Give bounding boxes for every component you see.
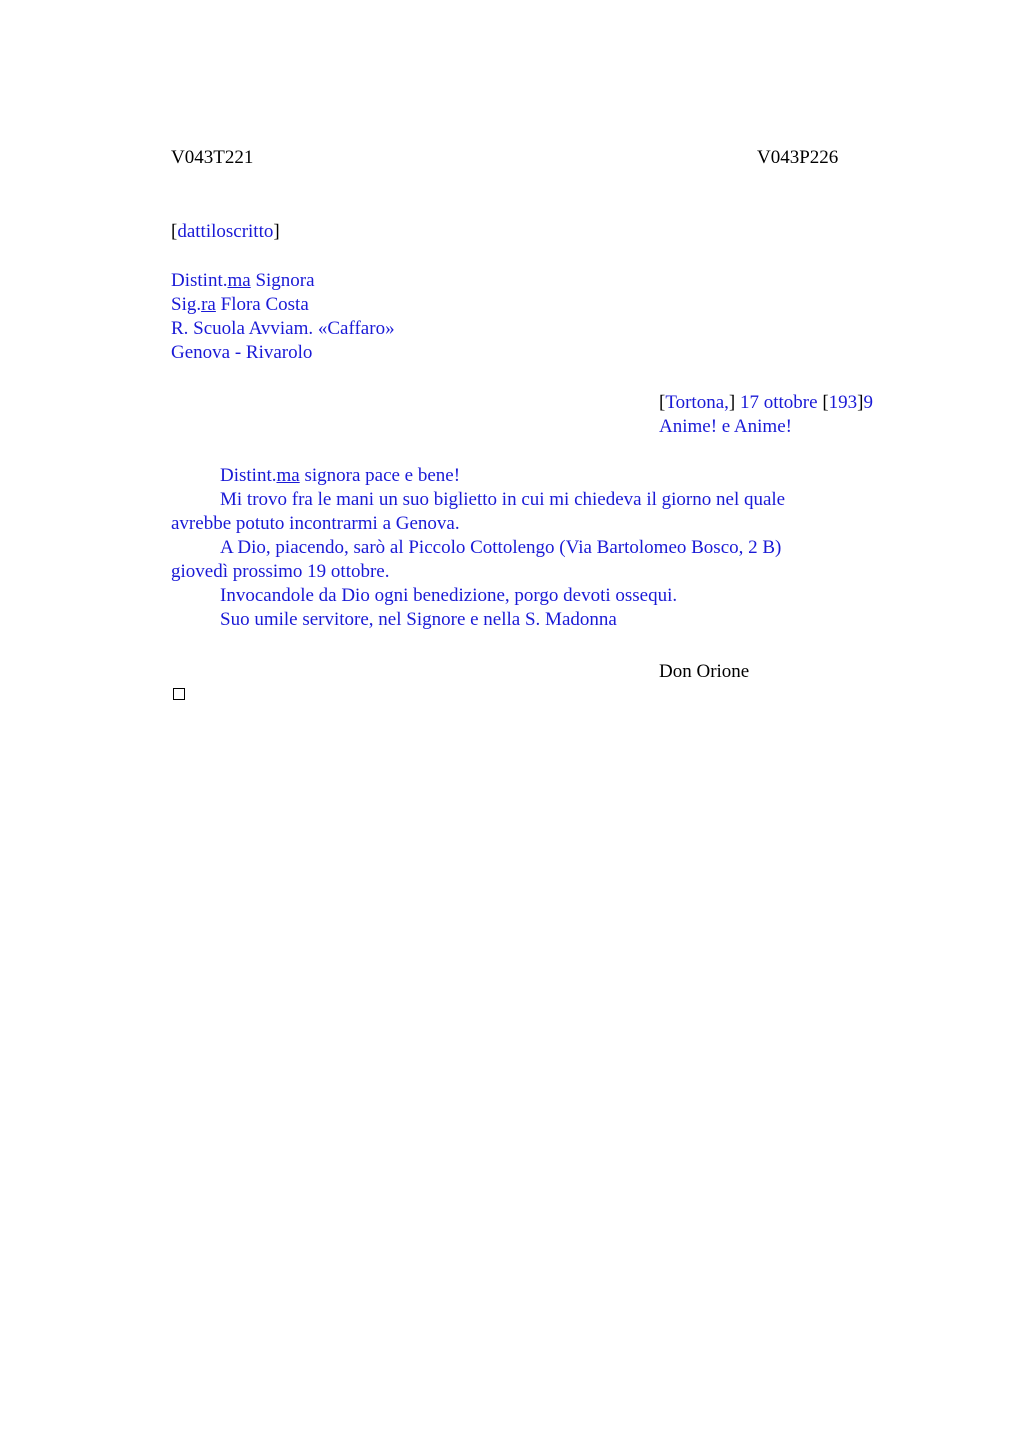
bracket-open: [	[171, 221, 178, 242]
date-line: [Tortona,] 17 ottobre [193]9	[659, 392, 873, 413]
bracket-close: ]	[273, 221, 280, 242]
body-line: Mi trovo fra le mani un suo biglietto in cui mi chiedeva il giorno nel quale	[220, 489, 786, 510]
document-code-right: V043P226	[757, 147, 839, 168]
dateline	[659, 391, 873, 439]
body-line: Invocandole da Dio ogni benedizione, porgo devoti ossequi.	[220, 585, 678, 606]
document-code-left: V043T221	[171, 147, 254, 168]
greeting: Distint.ma signora pace e bene!	[220, 465, 461, 486]
body-line: A Dio, piacendo, sarò al Piccolo Cottolengo (Via Bartolomeo Bosco, 2 B)	[220, 537, 782, 558]
address-line: R. Scuola Avviam. «Caffaro»	[171, 318, 395, 339]
address-line: Sig.ra Flora Costa	[171, 294, 309, 315]
body-line: avrebbe potuto incontrarmi a Genova.	[171, 513, 460, 534]
editorial-note	[171, 220, 280, 244]
address-block	[171, 269, 395, 365]
signature: Don Orione	[659, 661, 750, 682]
square-marker-icon	[173, 688, 185, 700]
letter-body	[171, 464, 785, 632]
body-line: giovedì prossimo 19 ottobre.	[171, 561, 390, 582]
note-text: dattiloscritto	[177, 221, 274, 242]
body-line: Suo umile servitore, nel Signore e nella S. Madonna	[220, 609, 617, 630]
address-line: Distint.ma Signora	[171, 270, 315, 291]
motto: Anime! e Anime!	[659, 416, 792, 437]
address-line: Genova - Rivarolo	[171, 342, 313, 363]
